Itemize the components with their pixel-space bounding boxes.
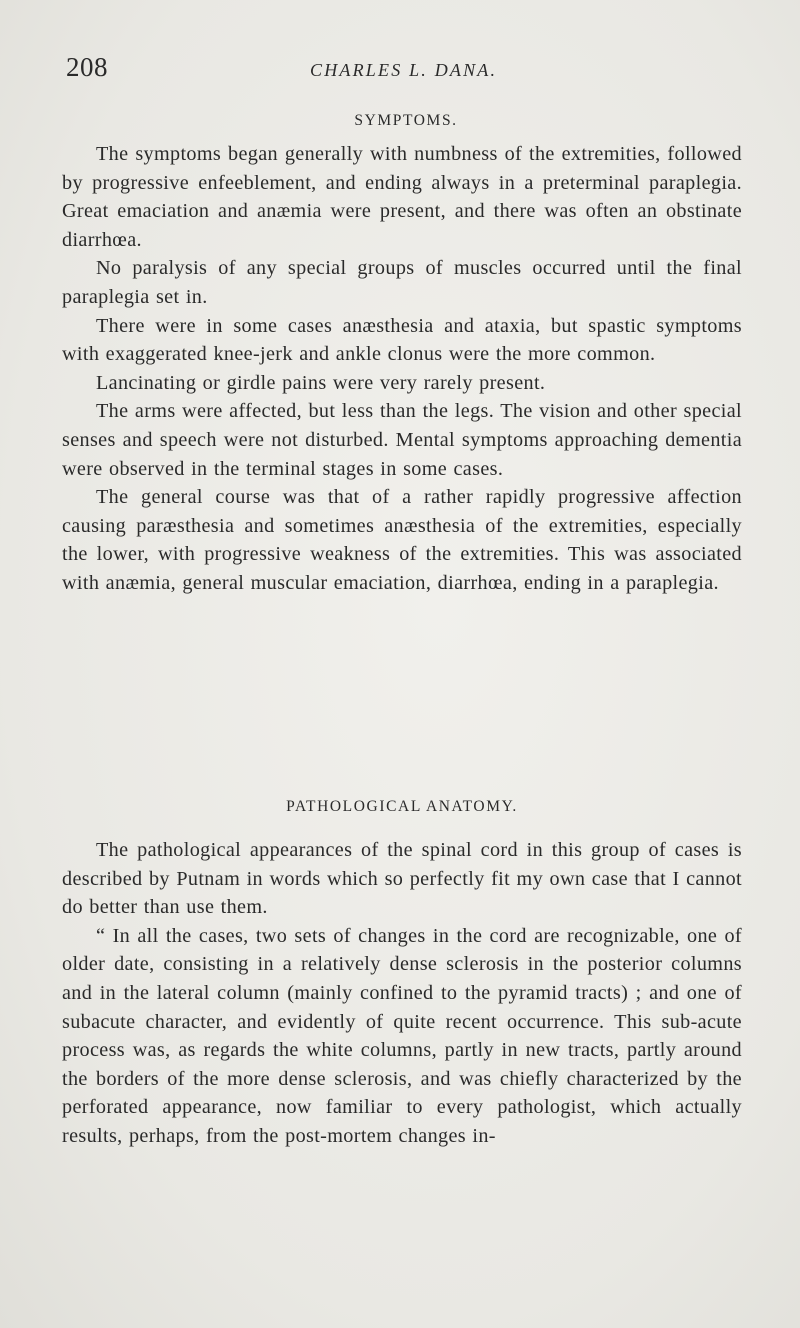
- paragraph: The pathological appearances of the spinal cord in this group of cases is described by Putnam in words which so perfectly fit my own case that I cannot do better than use them.: [62, 839, 742, 919]
- paragraph: Lancinating or girdle pains were very rarely present.: [96, 371, 546, 394]
- symptoms-text: [62, 140, 742, 598]
- paragraph: No paralysis of any special groups of muscles occurred until the final paraplegia set in.: [62, 257, 742, 308]
- paragraph: The general course was that of a rather rapidly progressive affection causing paræsthesia and sometimes anæsthesia of the extremities, especially the lower, with progressive weakness of the extremities. This was associated with anæmia, general muscular emaciation, diarrhœa, ending in a paraplegia.: [62, 486, 742, 594]
- running-head: CHARLES L. DANA.: [310, 60, 498, 80]
- section-heading-symptoms: SYMPTOMS.: [354, 112, 458, 129]
- paragraph: The symptoms began generally with numbness of the extremities, followed by progressive enfeeblement, and ending always in a preterminal paraplegia. Great emaciation and anæmia were present, and there was often an obstinate diarrhœa.: [62, 143, 742, 251]
- paragraph: “ In all the cases, two sets of changes in the cord are recognizable, one of older date, consisting in a relatively dense sclerosis in the posterior columns and in the lateral column (mainly confined to the pyramid tracts) ; and one of subacute character, and evidently of quite recent occurrence. This sub-acute process was, as regards the white columns, partly in new tracts, partly around the borders of the more dense sclerosis, and was chiefly characterized by the perforated appearance, now familiar to every pathologist, which actually results, perhaps, from the post-mortem changes in-: [62, 924, 742, 1147]
- page-number: 208: [66, 52, 108, 82]
- paragraph: There were in some cases anæsthesia and ataxia, but spastic symptoms with exaggerated knee-jerk and ankle clonus were the more common.: [62, 314, 742, 366]
- paragraph: The arms were affected, but less than the legs. The vision and other special senses and speech were not disturbed. Mental symptoms approaching dementia were observed in the terminal stages in some cases.: [62, 400, 742, 480]
- page-header: [66, 52, 760, 92]
- section-heading-pathological-anatomy: PATHOLOGICAL ANATOMY.: [286, 798, 518, 815]
- pathology-text: [62, 836, 742, 1151]
